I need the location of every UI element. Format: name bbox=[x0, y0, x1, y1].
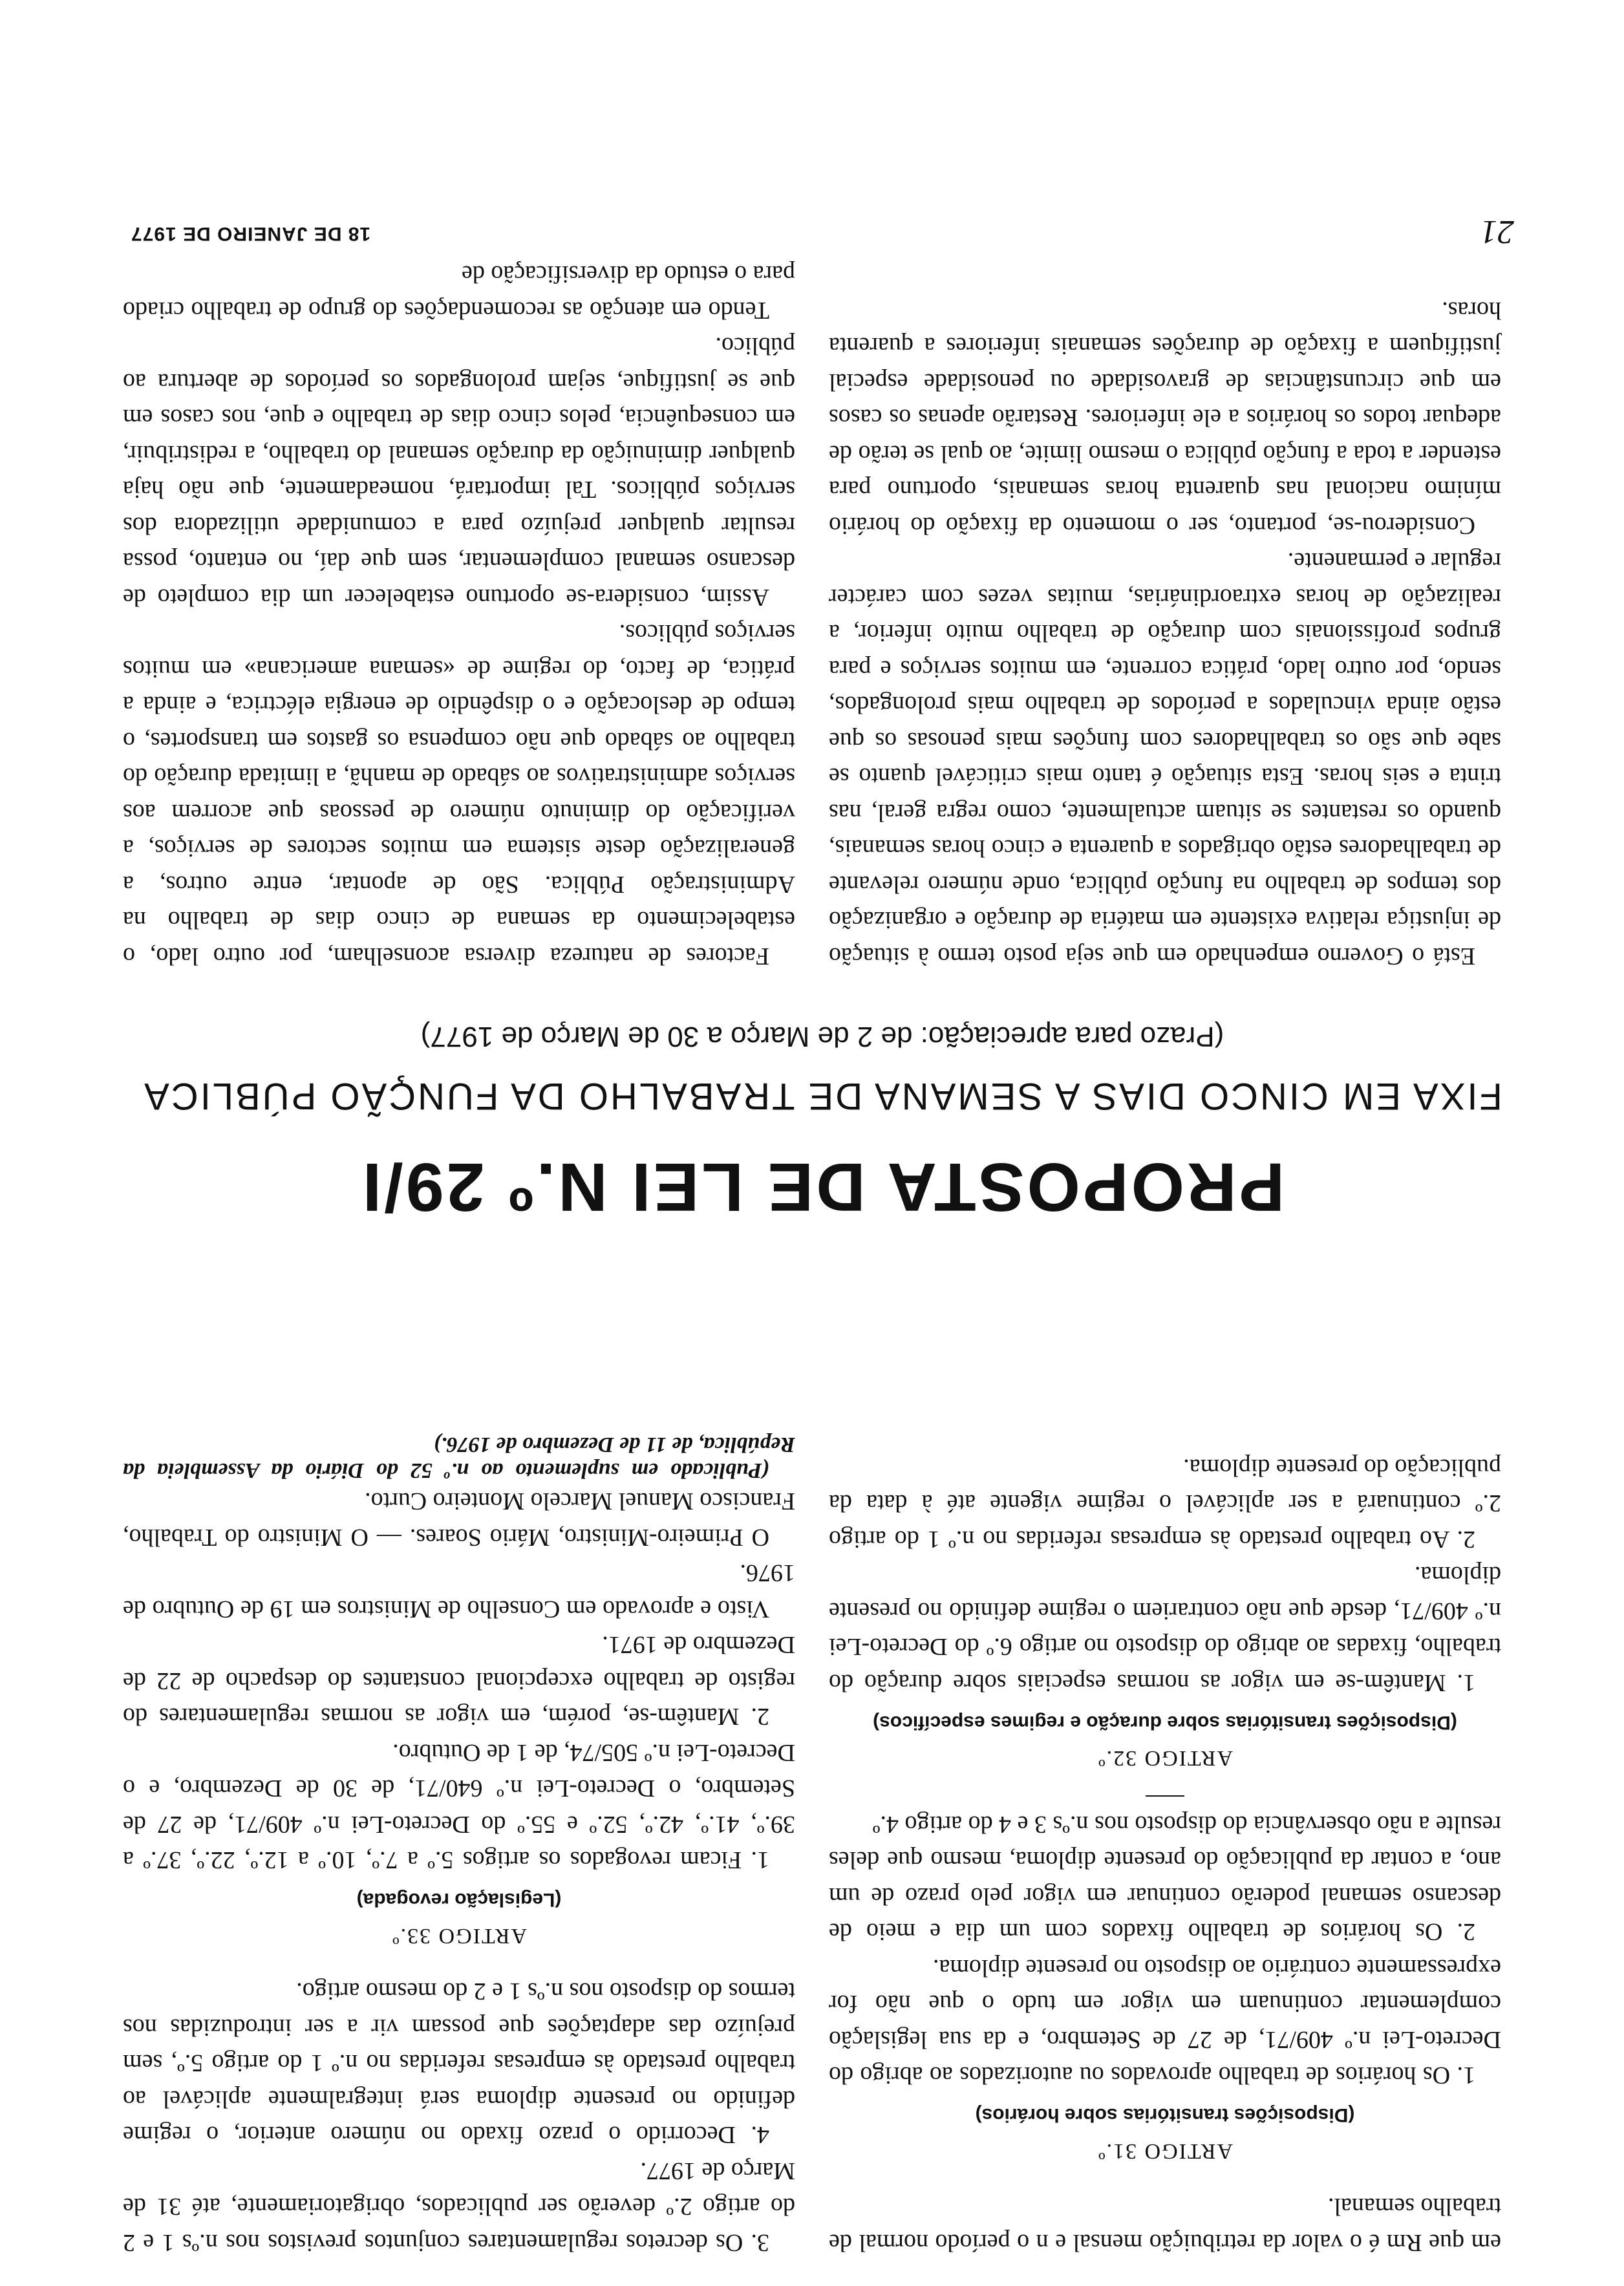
section-divider bbox=[1146, 1796, 1184, 1797]
proposal-heading bbox=[124, 1020, 1521, 1226]
paragraph: 4. Decorrido o prazo fixado no número anterior, o regime definido no presente diploma será integralmente aplicável ao trabalho prestado às empresas referidas no n.º 1 do artigo 5.º, sem prejuízo das adaptações que possam vir a ser introduzidas nos termos do disposto nos n.ºs 1 e 2 do mesmo artigo. bbox=[123, 1978, 795, 2149]
paragraph: Visto e aprovado em Conselho de Ministros em 19 de Outubro de 1976. bbox=[123, 1559, 795, 1623]
paragraph: 2. Mantêm-se, porém, em vigor as normas regulamentares do registo de trabalho excepcional constantes do despacho de 22 de Dezembro de 1971. bbox=[123, 1631, 795, 1731]
proposal-subtitle: FIXA EM CINCO DIAS A SEMANA DE TRABALHO DA FUNÇÃO PÚBLICA bbox=[142, 1075, 1502, 1117]
paragraph: 3. Os decretos regulamentares conjuntos previstos nos n.ºs 1 e 2 do artigo 2.º deverão ser publicados, obrigatoriamente, até 31 de Março de 1977. bbox=[123, 2157, 795, 2256]
paragraph: Tendo em atenção as recomendações do grupo de trabalho criado para o estudo da diversificação de bbox=[123, 261, 795, 324]
page-header bbox=[131, 212, 1514, 251]
paragraph: 2. Os horários de trabalho fixados com um dia e meio de descanso semanal poderão continuar em vigor pelo prazo de um ano, a contar da publicação do presente diploma, mesmo que deles resulte a não observância do disposto nos n.ºs 3 e 4 do artigo 4.º bbox=[829, 1811, 1501, 1946]
upper-left-column bbox=[829, 1449, 1501, 2261]
paragraph: Considerou-se, portanto, ser o momento da fixação do horário mínimo nacional nas quarenta horas semanais, oportuno para estender a toda a função pública o mesmo limite, ao qual se terão de adequar todos os horários a ele inferiores. Restarão apenas os casos em que circunstâncias de gravosidade ou penosidade especial justifiquem a fixação de durações semanais inferiores a quarenta horas. bbox=[829, 297, 1501, 539]
paragraph: 1. Os horários de trabalho aprovados ou autorizados ao abrigo do Decreto-Lei n.º 409/71, de 27 de Setembro, e da sua legislação complementar continuam em vigor em tudo o que não for expressamente contrário ao disposto no presente diploma. bbox=[829, 1954, 1501, 2089]
header-date: 18 DE JANEIRO DE 1977 bbox=[131, 223, 371, 244]
lower-right-column bbox=[123, 256, 795, 974]
article-subheading: (Disposições transitórias sobre horários) bbox=[975, 2104, 1355, 2126]
publication-note: (Publicado em suplemento ao n.º 52 do Diário da Assembleia da República, de 11 de Dezembro de 1976.) bbox=[123, 1433, 795, 1482]
proposal-deadline: (Prazo para apreciação: de 2 de Março a 30 de Março de 1977) bbox=[420, 1021, 1224, 1052]
article-subheading: (Legislação revogada) bbox=[356, 1889, 562, 1911]
paragraph: 1. Ficam revogados os artigos 5.º a 7.º, 10.º a 12.º, 22.º, 37.º a 39.º, 41.º, 42.º, 52.º e 55.º do Decreto-Lei n.º 409/71, de 27 de Setembro, o Decreto-Lei n.º 640/71, de 30 de Dezembro, e o Decreto-Lei n.º 505/74, de 1 de Outubro. bbox=[123, 1739, 795, 1874]
proposal-title: PROPOSTA DE LEI N.º 29/I bbox=[359, 1149, 1285, 1225]
page-number: 21 bbox=[1480, 213, 1514, 250]
paragraph: Factores de natureza diversa aconselham, por outro lado, o estabelecimento da semana de cinco dias de trabalho na Administração Pública. São de apontar, entre outros, a generalização deste sistema em muitos sectores de serviços, a verificação do diminuto número de pessoas que acorrem aos serviços administrativos ao sábado de manhã, a limitada duração do trabalho ao sábado que não compensa os gastos em transportes, o tempo de deslocação e o dispêndio de energia eléctrica, e ainda a prática, de facto, do regime de «semana americana» em muitos serviços públicos. bbox=[123, 619, 795, 970]
article-heading: ARTIGO 31.º bbox=[1097, 2139, 1233, 2163]
article-heading: ARTIGO 32.º bbox=[1097, 1746, 1233, 1771]
article-subheading: (Disposições transitórias sobre duração e regimes específicos) bbox=[873, 1712, 1457, 1733]
paragraph: em que Rm é o valor da retribuição mensal e n o período normal de trabalho semanal. bbox=[829, 2193, 1501, 2256]
article-heading: ARTIGO 33.º bbox=[391, 1924, 527, 1948]
paragraph: O Primeiro-Ministro, Mário Soares. — O Ministro do Trabalho, Francisco Manuel Marcelo Monteiro Curto. bbox=[123, 1488, 795, 1551]
lower-left-column bbox=[829, 292, 1501, 974]
paragraph: 2. Ao trabalho prestado às empresas referidas no n.º 1 do artigo 2.º continuará a ser aplicável o regime vigente até à data da publicação do presente diploma. bbox=[829, 1454, 1501, 1553]
paragraph: Está o Governo empenhado em que seja posto termo à situação de injustiça relativa existente em matéria de duração e organização dos tempos de trabalho na função pública, onde número relevante de trabalhadores estão obrigados a quarenta e cinco horas semanais, quando os restantes se situam actualmente, como regra geral, nas trinta e seis horas. Esta situação é tanto mais criticável quanto se sabe que são os trabalhadores com funções mais penosas os que estão ainda vinculados a períodos de trabalho mais prolongados, sendo, por outro lado, prática corrente, em muitos serviços e para grupos profissionais com duração de trabalho muito inferior, a realização de horas extraordinárias, muitas vezes com carácter regular e permanente. bbox=[829, 548, 1501, 970]
paragraph: 1. Mantêm-se em vigor as normas especiais sobre duração do trabalho, fixadas ao abrigo do disposto no artigo 6.º do Decreto-Lei n.º 409/71, desde que não contrariem o regime definido no presente diploma. bbox=[829, 1561, 1501, 1696]
paragraph: Assim, considera-se oportuno estabelecer um dia completo de descanso semanal complementar, sem que daí, no entanto, possa resultar qualquer prejuízo para a comunidade utilizadora dos serviços públicos. Tal importará, nomeadamente, que não haja qualquer diminuição da duração semanal do trabalho, a redistribuir, em consequência, pelos cinco dias de trabalho e que, nos casos em que se justifique, sejam prolongados os períodos de abertura ao público. bbox=[123, 332, 795, 611]
upper-right-column bbox=[123, 1431, 795, 2260]
